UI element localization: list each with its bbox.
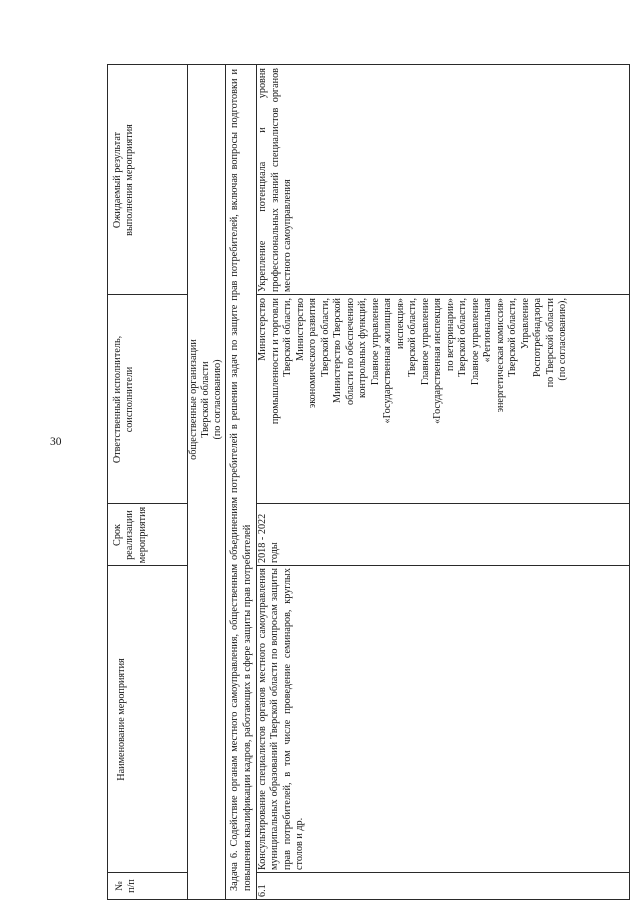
header-executor: Ответственный исполнитель, соисполнители <box>112 335 136 464</box>
row-expected-result: Укрепление потенциала и уровня профессиональных знаний специалистов органов местного самоуправления <box>257 68 294 292</box>
header-number: № п/п <box>114 879 138 893</box>
table-line <box>256 294 630 295</box>
table-line <box>256 565 630 566</box>
row-term: 2018 - 2022 годы <box>257 513 280 563</box>
table-line <box>256 872 630 873</box>
continuation-executor: общественные организации Тверской области (по согласованию) <box>188 339 223 460</box>
measures-table <box>107 64 630 900</box>
task-heading: Задача 6. Содействие органам местного самоуправления, общественным объединениям потребителей в решении задач по защите прав потребителей, включая вопросы подготовки и повышения квалификации кадров, работающих в сфере защиты прав потребителей <box>229 69 253 891</box>
table-line <box>225 65 226 899</box>
row-executor: Министерство промышленности и торговли Тверской области, Министерство экономического развития Тверской области, Министерство Тверской области по обеспечению контрольных функций, Главное управление «Государственная жилищная инспекция» Тверской области, Главное управление «Государственная инспекция по ветеринарии» Тверской области, Главное управление «Региональная энергетическая комиссия» Тверской области, Управление Роспотребнадзора по Тверской области (по согласованию), <box>257 298 568 425</box>
row-number: 6.1 <box>257 884 268 897</box>
header-measure-name: Наименование мероприятия <box>116 658 127 781</box>
header-result: Ожидаемый результат выполнения мероприятия <box>112 124 136 236</box>
page-number: 30 <box>50 436 62 448</box>
header-term: Срок реализации мероприятия <box>112 506 148 564</box>
row-measure-name: Консультирование специалистов органов местного самоуправления муниципальных образований Тверской области по вопросам защиты прав потребителей, в том числе проведение семинаров, круглых столов и др. <box>257 568 305 870</box>
